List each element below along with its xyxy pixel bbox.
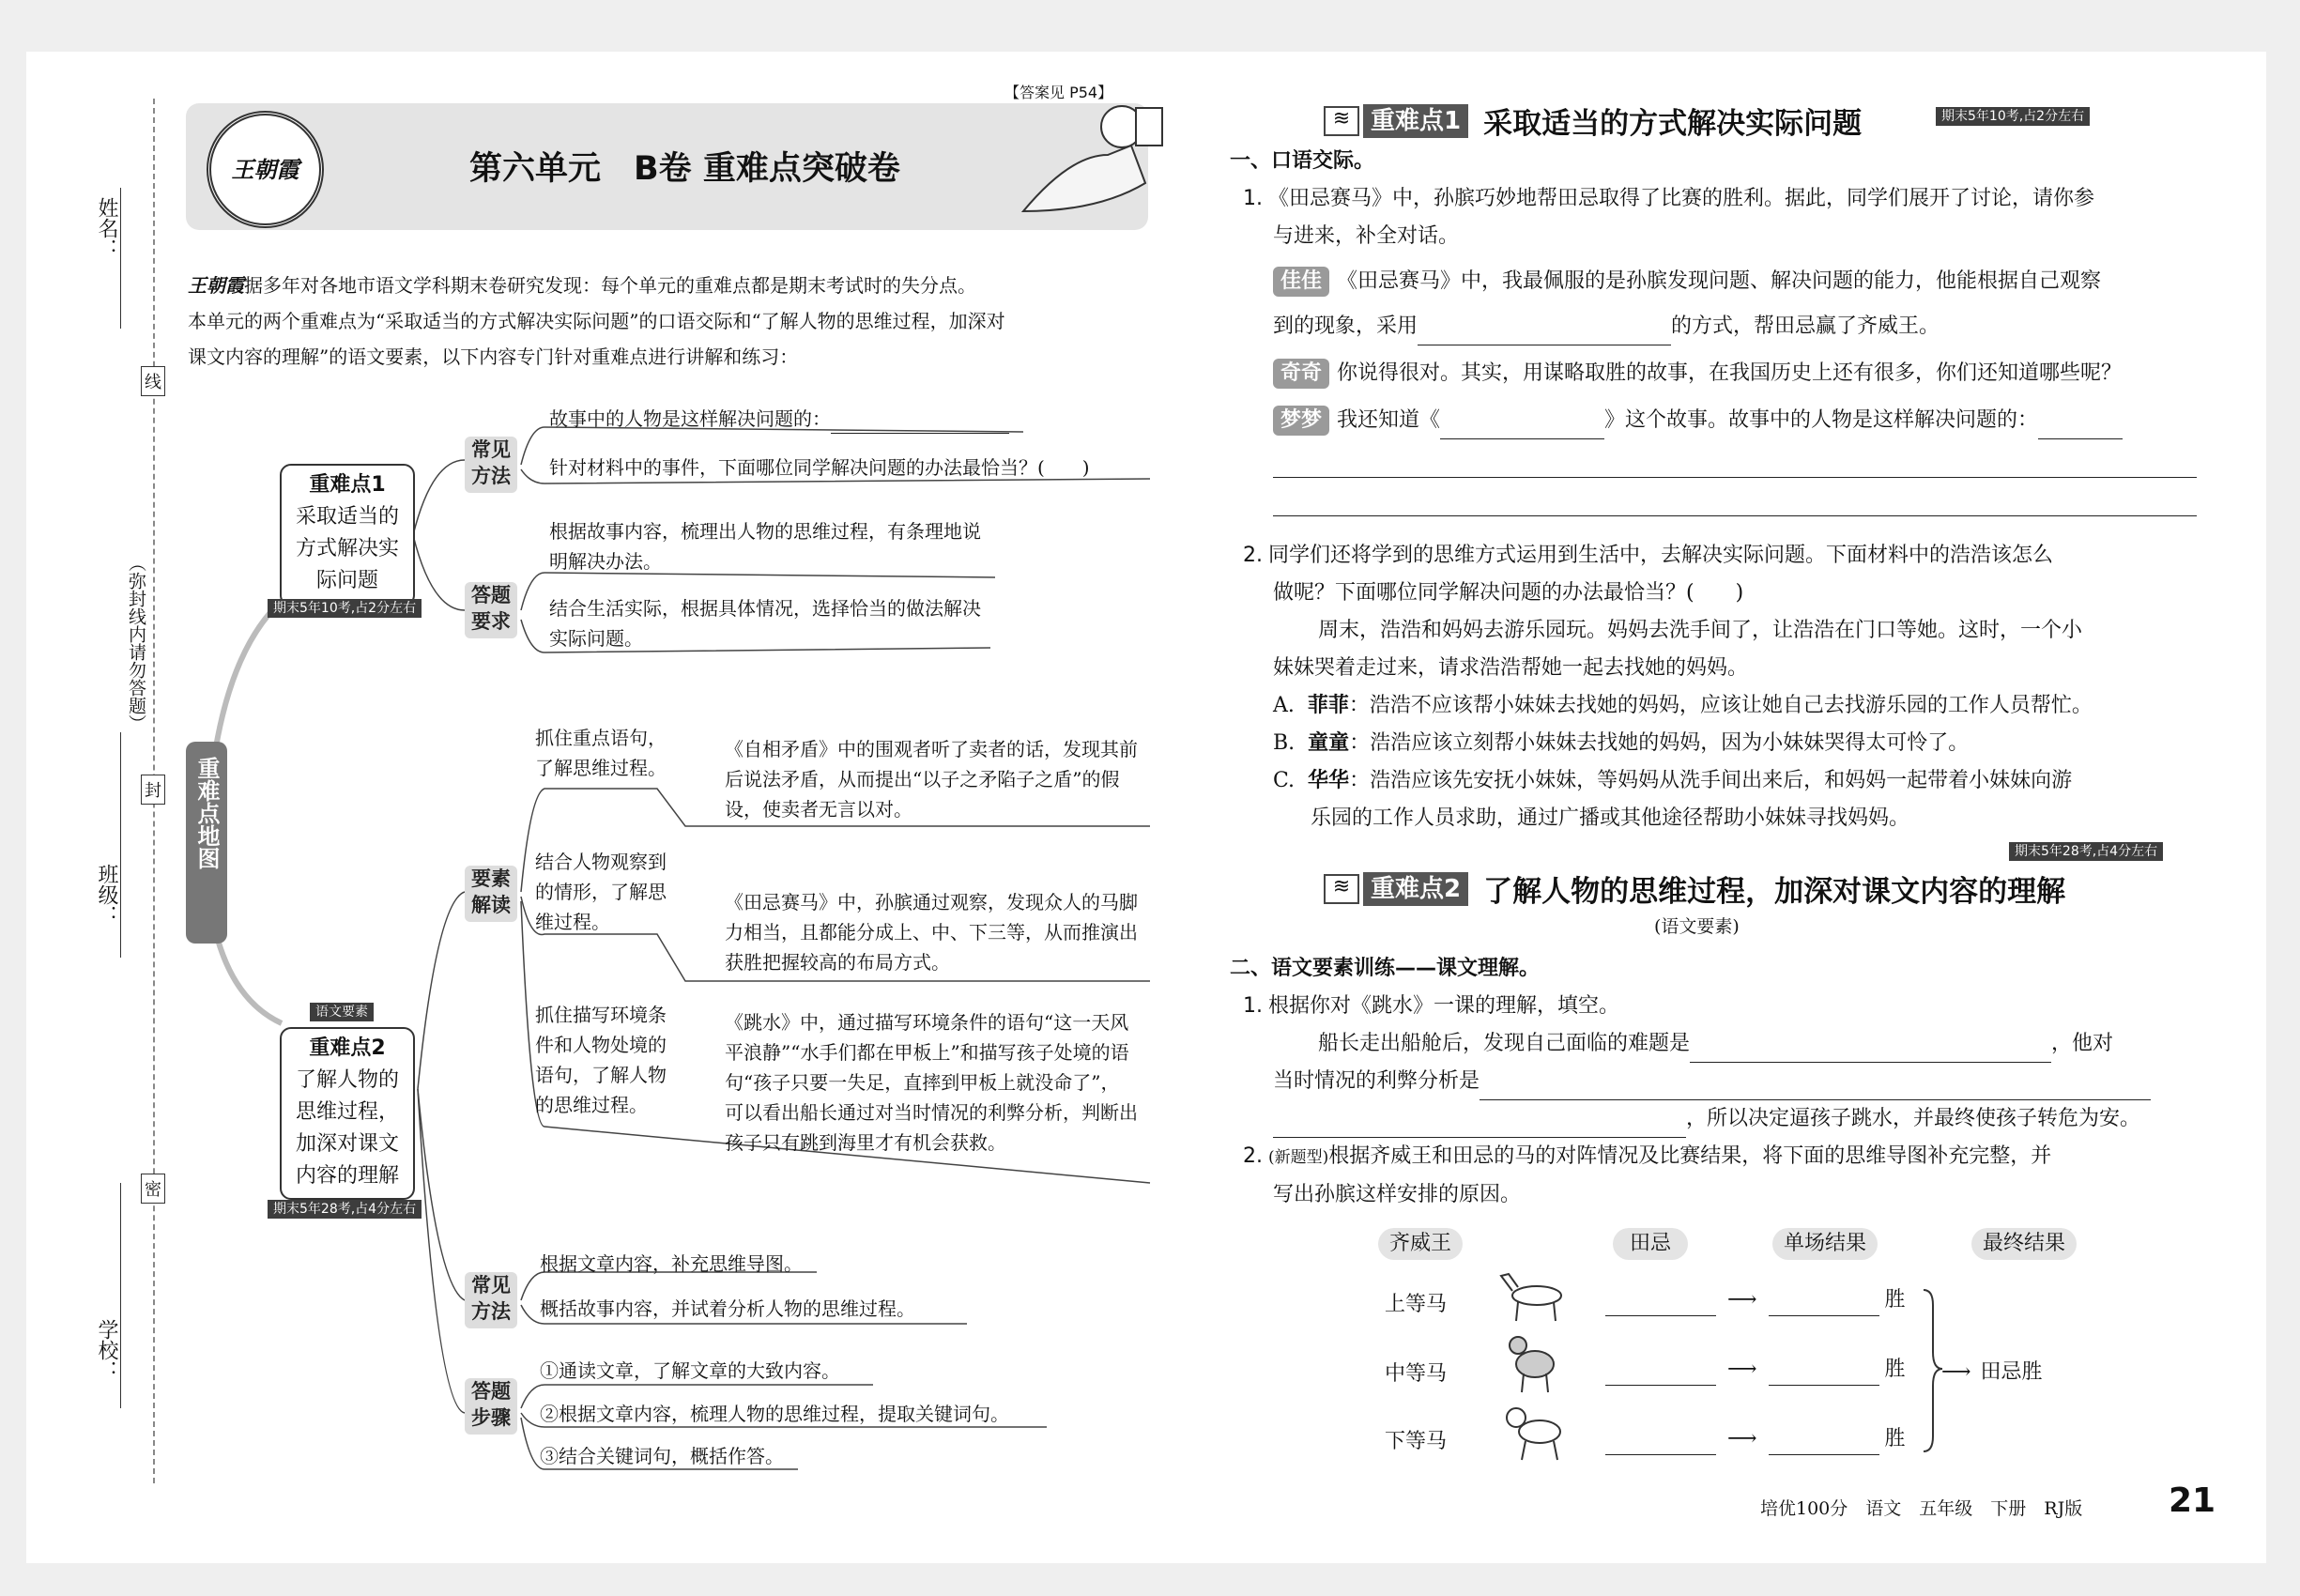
arrow-icon: ⟶ bbox=[1727, 1358, 1757, 1381]
race-row-middle-label: 中等马 bbox=[1385, 1362, 1448, 1386]
section-1-heading: 采取适当的方式解决实际问题 bbox=[1483, 107, 1863, 141]
story-method-blank-3[interactable] bbox=[1273, 478, 2197, 516]
horse-icon-top bbox=[1501, 1274, 1561, 1321]
q1-line-1 bbox=[1243, 180, 2197, 218]
school-label: 学校： bbox=[95, 1319, 118, 1381]
final-result bbox=[1941, 1356, 2043, 1385]
race-header-tianji: 田忌 bbox=[1613, 1228, 1688, 1260]
answer-reference: 【答案见 P54】 bbox=[1004, 84, 1113, 101]
key1-answer-tag-text: 答题 要求 bbox=[471, 584, 511, 633]
option-a-label: A. bbox=[1273, 694, 1295, 717]
key2-method-item-1: 根据文章内容，补充思维导图。 bbox=[540, 1252, 803, 1275]
section-1-content bbox=[1230, 143, 2197, 837]
mindmap-center-label: 重难点地图 bbox=[193, 757, 220, 869]
s2-q2-tag: (新题型) bbox=[1268, 1148, 1329, 1167]
key2-line-1: 重难点2 bbox=[309, 1036, 386, 1060]
key1-answer-tag bbox=[465, 582, 517, 638]
unit-title: 第六单元 B卷 重难点突破卷 bbox=[469, 150, 900, 188]
race-header-qiwei: 齐威王 bbox=[1378, 1228, 1463, 1260]
section-1-label: 重难点1 bbox=[1363, 104, 1468, 138]
dialog-1-text-2b: 的方式，帮田忌赢了齐威王。 bbox=[1671, 315, 1940, 338]
element-example-1: 《自相矛盾》中的围观者听了卖者的话，发现其前后说法矛盾，从而提出“以子之矛陷子之盾”的假设，使卖者无言以对。 bbox=[725, 738, 1138, 821]
key2-method-tag bbox=[465, 1272, 517, 1328]
key1-answer-item-2: 结合生活实际，根据具体情况，选择恰当的做法解决实际问题。 bbox=[549, 597, 981, 650]
option-c-label: C. bbox=[1273, 769, 1296, 792]
result-middle-blank[interactable] bbox=[1769, 1360, 1879, 1386]
arrow-icon: ⟶ bbox=[1727, 1427, 1757, 1450]
dialog-1-text-2a: 到的现象，采用 bbox=[1273, 315, 1418, 338]
option-a-text: ：浩浩不应该帮小妹妹去找她的妈妈，应该让她自己去找游乐园的工作人员帮忙。 bbox=[1348, 694, 2093, 717]
intro-line-3: 课文内容的理解”的语文要素，以下内容专门针对重难点进行讲解和练习： bbox=[188, 345, 799, 368]
footer-info: 培优100分 语文 五年级 下册 RJ版 bbox=[1760, 1498, 2083, 1519]
element-method-3: 抓住描写环境条件和人物处境的语句，了解人物的思维过程。 bbox=[535, 1004, 667, 1116]
q1-text-1: 《田忌赛马》中，孙膑巧妙地帮田忌取得了比赛的胜利。据此，同学们展开了讨论，请你参 bbox=[1268, 187, 2095, 210]
tianji-bottom-blank[interactable] bbox=[1605, 1430, 1716, 1455]
option-a[interactable] bbox=[1273, 687, 2197, 725]
option-c-text-1: ：浩浩应该先安抚小妹妹，等妈妈从洗手间出来后，和妈妈一起带着小妹妹向游 bbox=[1349, 769, 2073, 792]
intro-line-2: 本单元的两个重难点为“采取适当的方式解决实际问题”的口语交际和“了解人物的思维过程，加深对 bbox=[188, 310, 1005, 332]
s2-q1-fill-3 bbox=[1273, 1100, 2197, 1138]
option-b-text: ：浩浩应该立刻帮小妹妹去找她的妈妈，因为小妹妹哭得太可怜了。 bbox=[1349, 731, 1970, 755]
class-label: 班级： bbox=[95, 864, 118, 926]
s2-q1-fill-2 bbox=[1273, 1063, 2197, 1100]
key2-line-4: 加深对课文 bbox=[295, 1132, 399, 1156]
arrow-icon: ⟶ bbox=[1727, 1288, 1757, 1312]
key2-element-tag-text: 要素 解读 bbox=[471, 867, 511, 916]
key2-method-tag-text: 常见 方法 bbox=[471, 1274, 511, 1323]
s2-q1-line3: ，所以决定逼孩子跳水，并最终使孩子转危为安。 bbox=[1686, 1107, 2141, 1130]
difficulty-blank[interactable] bbox=[1690, 1037, 2051, 1063]
key2-element-tag bbox=[465, 866, 517, 922]
section-2-part: 二、语文要素训练——课文理解。 bbox=[1230, 957, 1541, 980]
logo-text: 王朝霞 bbox=[231, 156, 299, 183]
s2-q1-line bbox=[1243, 988, 2197, 1025]
story-method-blank-1[interactable] bbox=[2038, 414, 2123, 439]
key1-method-tag bbox=[465, 437, 517, 493]
section-1-title bbox=[1324, 100, 1862, 142]
element-method-2: 结合人物观察到的情形，了解思维过程。 bbox=[535, 851, 667, 933]
result-bottom-win: 胜 bbox=[1884, 1427, 1906, 1450]
key1-line-3: 方式解决实 bbox=[295, 537, 399, 560]
s2-q1-text: 根据你对《跳水》一课的理解，填空。 bbox=[1268, 994, 1620, 1018]
option-b-label: B. bbox=[1273, 731, 1296, 755]
key1-line-1: 重难点1 bbox=[309, 473, 386, 497]
element-example-3: 《跳水》中，通过描写环境条件的语句“这一天风平浪静”“水手们都在甲板上”和描写孩子处境的语句“孩子只要一失足，直摔到甲板上就没命了”，可以看出船长通过对当时情况的利弊分析，判断出孩子只有跳到海里才有机会获救。 bbox=[725, 1011, 1138, 1154]
s2-q1-number: 1. bbox=[1243, 994, 1263, 1018]
q1-line-2: 与进来，补全对话。 bbox=[1273, 224, 1460, 248]
key1-method-item-1-text: 故事中的人物是这样解决问题的： bbox=[549, 407, 831, 430]
intro-line-1: 据多年对各地市语文学科期末卷研究发现：每个单元的重难点都是期末考试时的失分点。 bbox=[244, 274, 976, 297]
option-a-name: 菲菲 bbox=[1307, 694, 1349, 717]
key2-step-2: ②根据文章内容，梳理人物的思维过程，提取关键词句。 bbox=[540, 1403, 1009, 1425]
section-1-part: 一、口语交际。 bbox=[1230, 149, 1375, 173]
speaker-qiqi: 奇奇 bbox=[1273, 359, 1329, 389]
section-2-content bbox=[1230, 950, 2197, 1214]
q2-number: 2. bbox=[1243, 544, 1263, 567]
s2-q1-line1b: ，他对 bbox=[2051, 1032, 2114, 1055]
section-2-icon: ≋ bbox=[1324, 874, 1359, 904]
dialog-1-line-2 bbox=[1273, 308, 2197, 345]
intro-brand: 王朝霞 bbox=[188, 274, 244, 297]
dialog-2-text: 你说得很对。其实，用谋略取胜的故事，在我国历史上还有很多，你们还知道哪些呢？ bbox=[1337, 361, 2123, 385]
option-c-line-2: 乐园的工作人员求助，通过广播或其他途径帮助小妹妹寻找妈妈。 bbox=[1311, 806, 1910, 830]
key1-method-item-1 bbox=[549, 404, 1009, 434]
element-example-2: 《田忌赛马》中，孙膑通过观察，发现众人的马脚力相当，且都能分成上、中、下三等，从而推演出获胜把握较高的布局方式。 bbox=[725, 891, 1138, 974]
method-blank[interactable] bbox=[1418, 320, 1671, 345]
feng-mark: 封 bbox=[141, 775, 165, 805]
key2-step-tag bbox=[465, 1378, 517, 1435]
key2-element-label: 语文要素 bbox=[310, 1003, 374, 1021]
option-c-name: 华华 bbox=[1308, 769, 1350, 792]
speaker-mengmeng: 梦梦 bbox=[1273, 406, 1329, 436]
q2-line-2: 做呢？下面哪位同学解决问题的办法最恰当？( ) bbox=[1273, 581, 1744, 605]
race-row-top-label: 上等马 bbox=[1385, 1293, 1448, 1316]
race-header-final: 最终结果 bbox=[1971, 1228, 2077, 1260]
sealing-notice: （弥封线内请勿答题） bbox=[124, 554, 149, 732]
dialog-3-text-a: 我还知道《 bbox=[1337, 408, 1441, 432]
section-1-exam-badge: 期末5年10考,占2分左右 bbox=[1936, 107, 2090, 126]
section-2-title bbox=[1324, 867, 2065, 910]
race-row-middle bbox=[1605, 1354, 1906, 1386]
analysis-blank-1[interactable] bbox=[1480, 1075, 2151, 1100]
option-b[interactable] bbox=[1273, 725, 2197, 762]
q1-number: 1. bbox=[1243, 187, 1263, 210]
key1-line-2: 采取适当的 bbox=[295, 505, 399, 529]
s2-q1-line2: 当时情况的利弊分析是 bbox=[1273, 1069, 1480, 1093]
section-2-label: 重难点2 bbox=[1363, 872, 1468, 906]
horse-icon-middle bbox=[1510, 1337, 1554, 1392]
section-2-heading: 了解人物的思维过程，加深对课文内容的理解 bbox=[1483, 875, 2066, 909]
option-c[interactable] bbox=[1273, 762, 2197, 800]
s2-q2-line-2: 写出孙膑这样安排的原因。 bbox=[1273, 1183, 1522, 1206]
page-number: 21 bbox=[2169, 1481, 2216, 1520]
dialog-2-line bbox=[1273, 355, 2197, 392]
mi-mark: 密 bbox=[141, 1174, 165, 1204]
key1-exam-badge: 期末5年10考,占2分左右 bbox=[268, 599, 422, 618]
s2-q1-line1a: 船长走出船舱后，发现自己面临的难题是 bbox=[1318, 1032, 1691, 1055]
final-arrow-icon: ⟶ bbox=[1941, 1360, 1971, 1384]
s2-q2-number: 2. bbox=[1243, 1144, 1263, 1168]
result-bottom-blank[interactable] bbox=[1769, 1430, 1879, 1455]
key2-step-1: ①通读文章，了解文章的大致内容。 bbox=[540, 1359, 840, 1382]
key1-answer-item-1: 根据故事内容，梳理出人物的思维过程，有条理地说明解决办法。 bbox=[549, 520, 981, 573]
tianji-top-blank[interactable] bbox=[1605, 1291, 1716, 1316]
tianji-middle-blank[interactable] bbox=[1605, 1360, 1716, 1386]
element-method-1: 抓住重点语句，了解思维过程。 bbox=[535, 727, 667, 779]
dialog-3-line bbox=[1273, 402, 2197, 439]
s2-q2-text-1: 根据齐威王和田忌的马的对阵情况及比赛结果，将下面的思维导图补充完整，并 bbox=[1328, 1144, 2052, 1168]
key2-line-2: 了解人物的 bbox=[295, 1068, 399, 1092]
result-middle-win: 胜 bbox=[1884, 1358, 1906, 1381]
result-top-win: 胜 bbox=[1884, 1288, 1906, 1312]
xian-mark: 线 bbox=[141, 366, 165, 396]
race-header-single: 单场结果 bbox=[1772, 1228, 1878, 1260]
key2-line-3: 思维过程， bbox=[295, 1100, 399, 1124]
key2-line-5: 内容的理解 bbox=[295, 1164, 399, 1188]
s2-q1-fill-1 bbox=[1318, 1025, 2197, 1063]
key1-method-tag-text: 常见 方法 bbox=[471, 438, 511, 487]
section-2-subtitle: (语文要素) bbox=[1654, 916, 1740, 937]
option-b-name: 童童 bbox=[1308, 731, 1350, 755]
result-top-blank[interactable] bbox=[1769, 1291, 1879, 1316]
q2-material-2: 妹妹哭着走过来，请求浩浩帮她一起去找她的妈妈。 bbox=[1273, 656, 1749, 680]
dialog-1-line-1 bbox=[1273, 263, 2197, 300]
key2-step-tag-text: 答题 步骤 bbox=[471, 1380, 511, 1429]
story-method-blank-2[interactable] bbox=[1273, 439, 2197, 478]
dialog-3-text-b: 》这个故事。故事中的人物是这样解决问题的： bbox=[1604, 408, 2039, 432]
key1-line-4: 际问题 bbox=[315, 569, 378, 592]
key1-method-blank bbox=[831, 408, 1009, 434]
horse-icons bbox=[1497, 1263, 1582, 1469]
key2-method-item-2: 概括故事内容，并试着分析人物的思维过程。 bbox=[540, 1297, 915, 1320]
horse-icon-bottom bbox=[1507, 1408, 1560, 1460]
story-title-blank[interactable] bbox=[1440, 414, 1604, 439]
s2-q2-line-1 bbox=[1243, 1138, 2197, 1176]
dialog-1-text-1: 《田忌赛马》中，我最佩服的是孙膑发现问题、解决问题的能力，他能根据自己观察 bbox=[1337, 269, 2102, 293]
race-row-bottom-label: 下等马 bbox=[1385, 1430, 1448, 1453]
key-point-1-box bbox=[280, 464, 415, 606]
key1-method-item-2: 针对材料中的事件，下面哪位同学解决问题的办法最恰当？( ) bbox=[549, 456, 1090, 479]
race-row-bottom bbox=[1605, 1423, 1906, 1455]
key-point-2-box bbox=[280, 1027, 415, 1200]
key2-exam-badge: 期末5年28考,占4分左右 bbox=[268, 1200, 422, 1219]
mindmap-center bbox=[186, 742, 227, 944]
race-row-top bbox=[1605, 1284, 1906, 1316]
q2-text-1: 同学们还将学到的思维方式运用到生活中，去解决实际问题。下面材料中的浩浩该怎么 bbox=[1268, 544, 2054, 567]
speaker-jiajia: 佳佳 bbox=[1273, 267, 1329, 297]
name-label: 姓名： bbox=[95, 197, 118, 259]
key2-step-3: ③结合关键词句，概括作答。 bbox=[540, 1445, 784, 1467]
q2-material-1: 周末，浩浩和妈妈去游乐园玩。妈妈去洗手间了，让浩浩在门口等她。这时，一个小 bbox=[1318, 619, 2083, 642]
section-1-icon: ≋ bbox=[1324, 106, 1359, 136]
analysis-blank-2[interactable] bbox=[1273, 1113, 1686, 1138]
final-result-text: 田忌胜 bbox=[1980, 1360, 2043, 1384]
section-2-exam-badge: 期末5年28考,占4分左右 bbox=[2009, 842, 2163, 861]
q2-line-1 bbox=[1243, 537, 2197, 575]
